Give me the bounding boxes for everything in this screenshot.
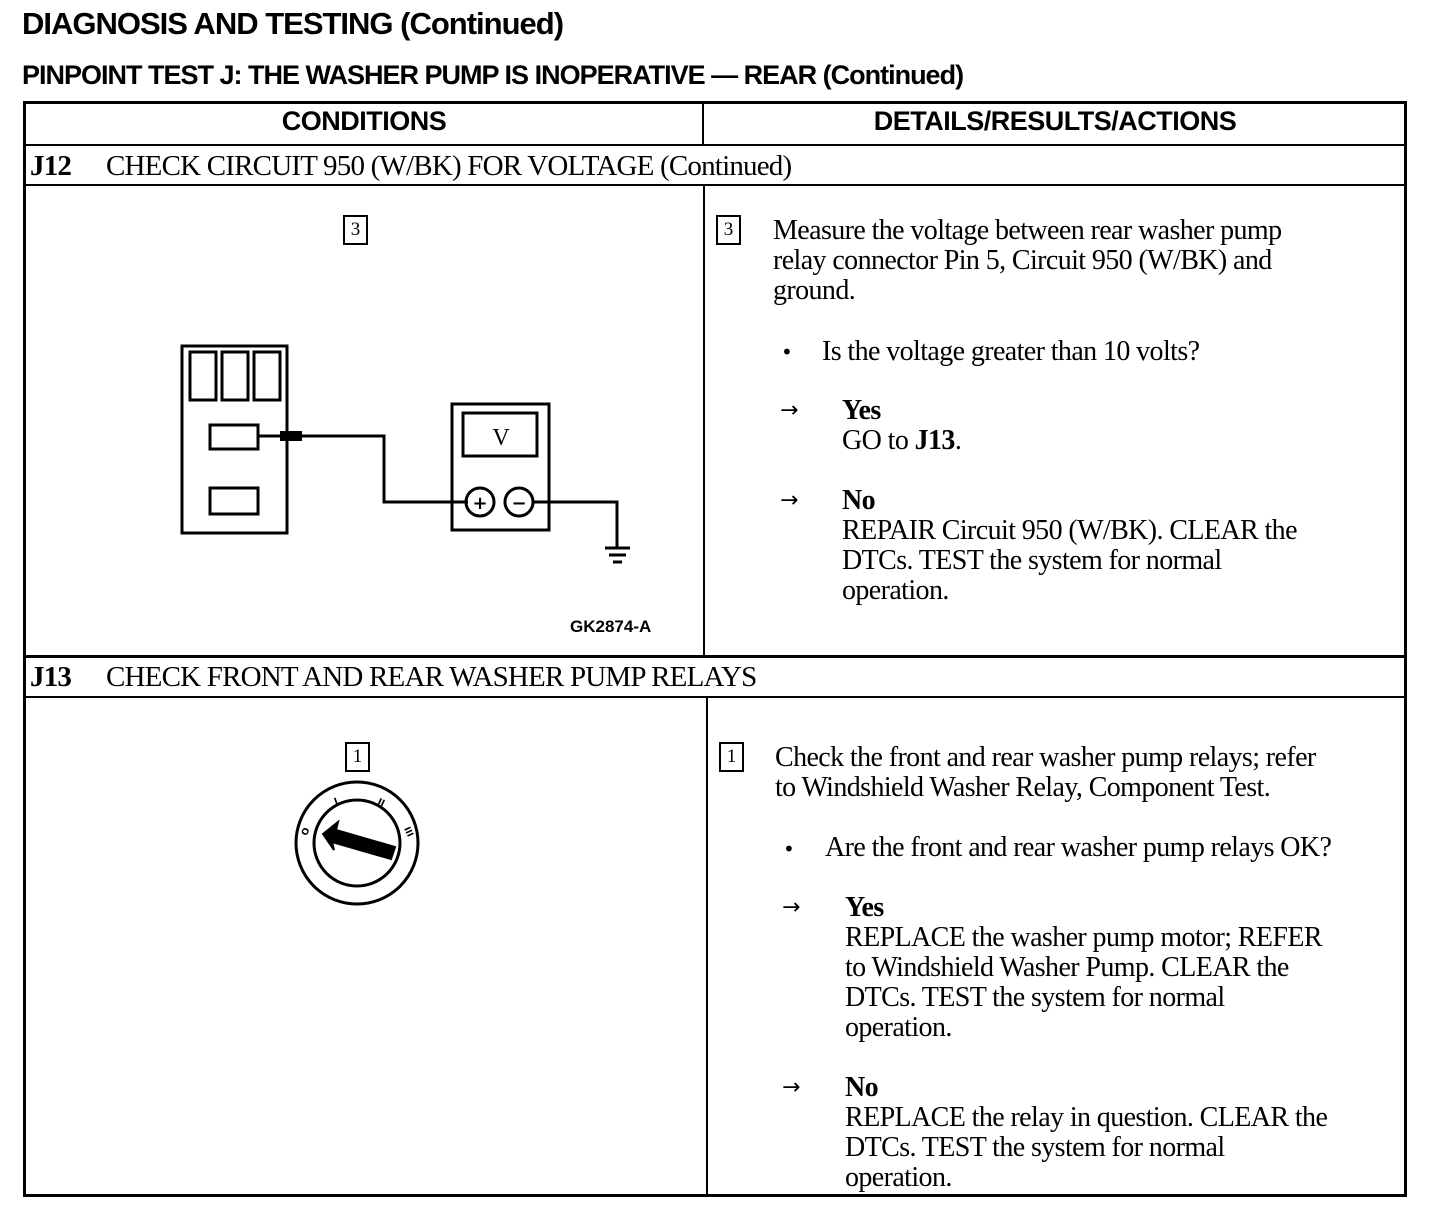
j12-figure-id: GK2874-A [570, 617, 652, 636]
details-header: DETAILS/RESULTS/ACTIONS [873, 106, 1237, 136]
j12-figure-step-marker: 3 [343, 215, 368, 245]
j12-no-label: No [842, 485, 876, 516]
j12-yes-result [842, 396, 961, 456]
ignition-position-2: II [375, 797, 386, 810]
j12-title-divider [23, 184, 1407, 186]
j13-question-bullet: • [783, 837, 795, 861]
header-divider [23, 144, 1407, 146]
voltmeter-negative-sign: − [511, 493, 527, 514]
j12-column-divider [703, 184, 705, 657]
j13-details-step-marker: 1 [719, 742, 744, 772]
header-column-divider [702, 101, 704, 146]
conditions-header: CONDITIONS [281, 106, 447, 136]
ignition-position-off: O [300, 826, 313, 838]
pinpoint-test-title: PINPOINT TEST J: THE WASHER PUMP IS INOPERATIVE — REAR (Continued) [22, 60, 964, 90]
j12-step-heading: CHECK CIRCUIT 950 (W/BK) FOR VOLTAGE (Continued) [106, 150, 792, 182]
j12-no-arrow: → [780, 488, 799, 513]
page-title: DIAGNOSIS AND TESTING (Continued) [22, 6, 564, 41]
j13-no-arrow: → [782, 1075, 801, 1100]
j13-column-divider [706, 696, 708, 1197]
j12-details-step-marker: 3 [716, 215, 741, 245]
j13-no-label: No [845, 1072, 879, 1103]
j12-step-number: J12 [30, 150, 72, 182]
j13-instruction: Check the front and rear washer pump relays; refer to Windshield Washer Relay, Component Test. [775, 742, 1316, 803]
j13-top-divider [23, 655, 1407, 658]
j12-yes-arrow: → [780, 398, 799, 423]
voltmeter-positive-sign: + [472, 493, 488, 514]
j12-yes-label: Yes [842, 395, 881, 426]
voltmeter-label: V [492, 425, 510, 451]
j12-question-bullet: • [781, 340, 793, 364]
j12-no-result: No REPAIR Circuit 950 (W/BK). CLEAR the DTCs. TEST the system for normal operation. [842, 485, 1297, 606]
j12-question: Is the voltage greater than 10 volts? [822, 336, 1200, 367]
j13-yes-result: Yes REPLACE the washer pump motor; REFER to Windshield Washer Pump. CLEAR the DTCs. TEST the system for normal operation. [845, 892, 1322, 1043]
j13-yes-label: Yes [845, 892, 884, 923]
j13-yes-arrow: → [782, 895, 801, 920]
ignition-position-3: III [401, 825, 415, 839]
j12-yes-reference: J13 [914, 425, 955, 456]
j12-instruction: Measure the voltage between rear washer pump relay connector Pin 5, Circuit 950 (W/BK) and ground. [773, 215, 1282, 306]
j13-no-result: No REPLACE the relay in question. CLEAR the DTCs. TEST the system for normal operation. [845, 1072, 1328, 1193]
j12-yes-action: GO to J13. [842, 425, 962, 456]
ignition-position-1: I [333, 796, 340, 808]
j13-question: Are the front and rear washer pump relays OK? [825, 832, 1332, 863]
j13-step-title [30, 661, 756, 694]
j12-step-title [30, 150, 791, 183]
j13-step-number: J13 [30, 661, 72, 693]
j13-title-divider [23, 696, 1407, 698]
j13-step-heading: CHECK FRONT AND REAR WASHER PUMP RELAYS [106, 661, 757, 693]
j13-figure-step-marker: 1 [345, 742, 370, 772]
